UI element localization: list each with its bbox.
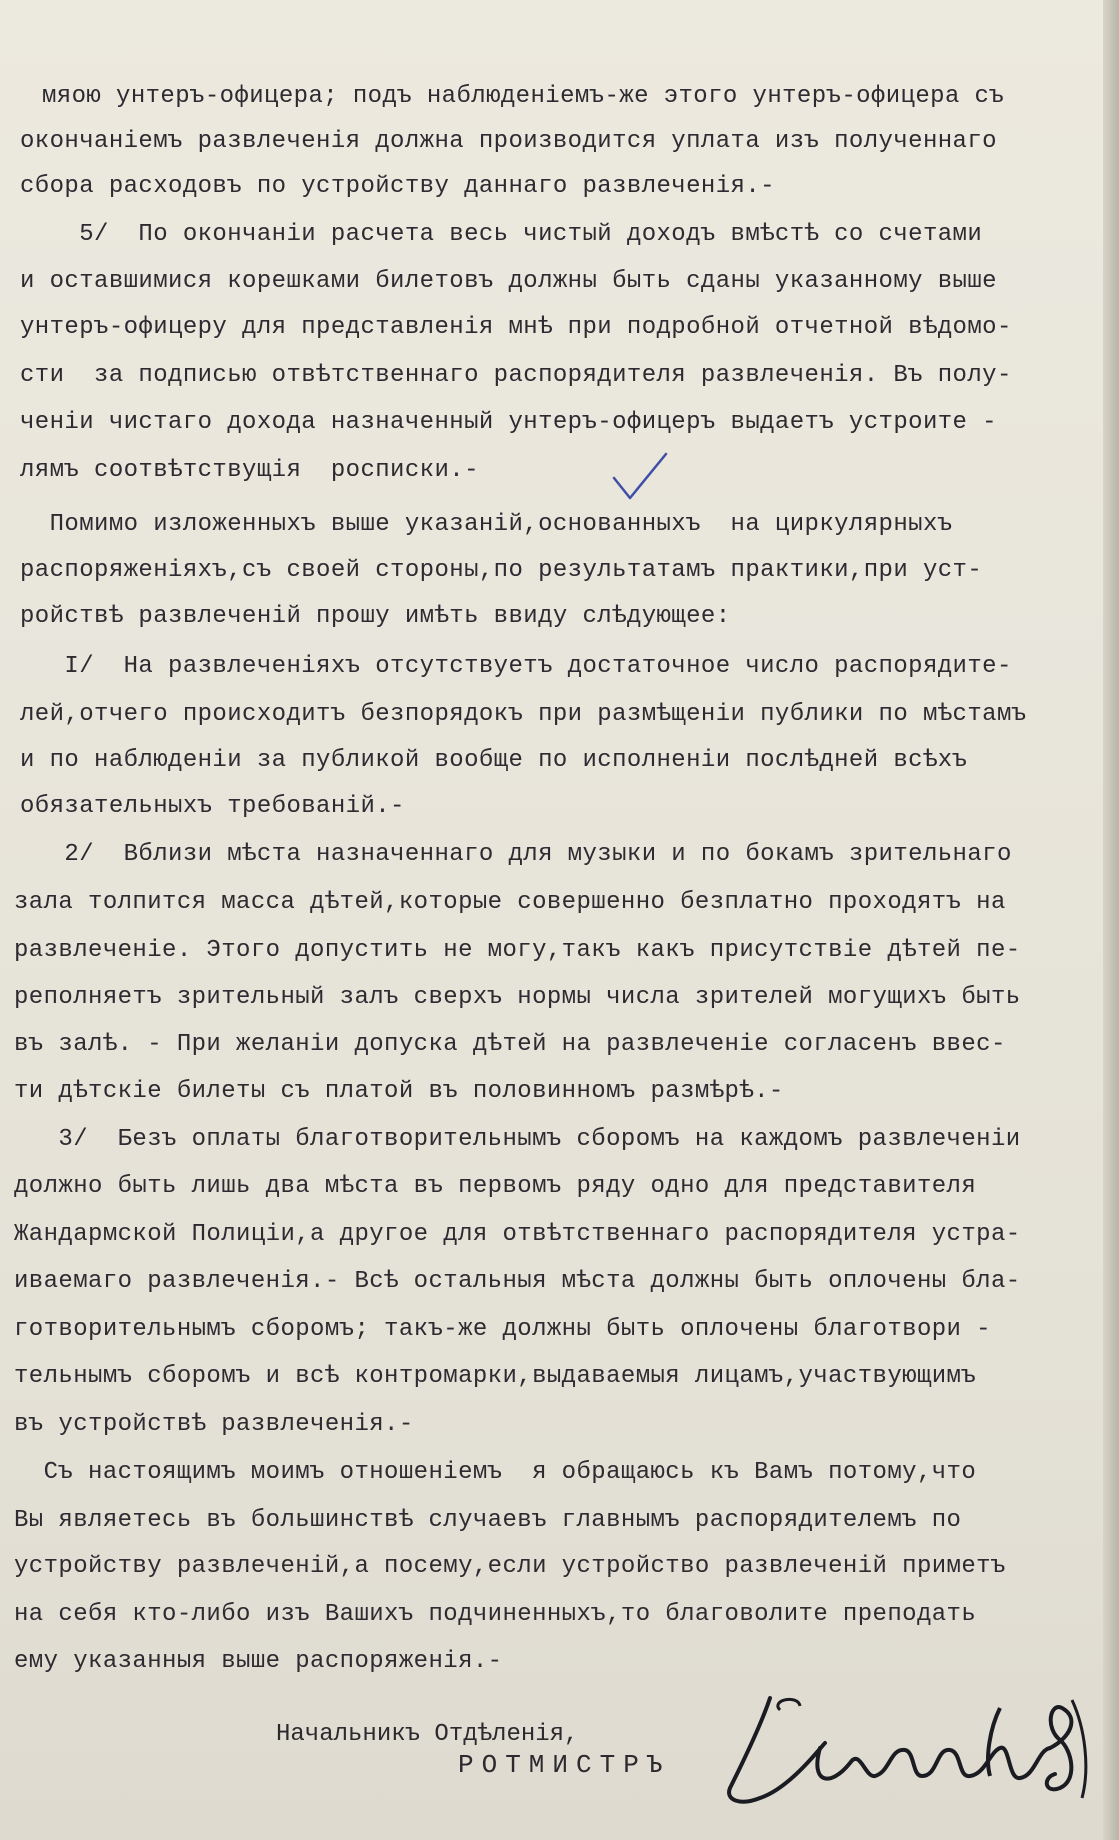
body-line-2: окончаніемъ развлеченія должна производится уплата изъ полученнаго <box>20 128 997 155</box>
body-line-20: реполняетъ зрительный залъ сверхъ нормы числа зрителей могущихъ быть <box>14 984 1021 1011</box>
handwritten-signature <box>700 1688 1100 1818</box>
body-line-19: развлеченіе. Этого допустить не могу,такъ какъ присутствіе дѣтей пе- <box>14 937 1021 964</box>
body-line-9: лямъ соотвѣтствущія росписки.- <box>20 457 479 484</box>
check-mark-icon <box>610 450 670 510</box>
body-line-22: ти дѣтскіе билеты съ платой въ половинномъ размѣрѣ.- <box>14 1078 784 1105</box>
body-line-4: 5/ По окончаніи расчета весь чистый доходъ вмѣстѣ со счетами <box>20 221 983 248</box>
body-line-1: мяою унтеръ-офицера; подъ наблюденіемъ-же этого унтеръ-офицера съ <box>42 83 1005 110</box>
body-line-12: ройствѣ развлеченій прошу имѣть ввиду слѣдующее: <box>20 603 731 630</box>
body-line-7: сти за подписью отвѣтственнаго распорядителя развлеченія. Въ полу- <box>20 362 1012 389</box>
page-edge-shadow <box>1103 0 1119 1840</box>
body-line-31: Вы являетесь въ большинствѣ случаевъ главнымъ распорядителемъ по <box>14 1507 962 1534</box>
body-line-11: распоряженіяхъ,съ своей стороны,по результатамъ практики,при уст- <box>20 557 983 584</box>
body-line-29: въ устройствѣ развлеченія.- <box>14 1411 414 1438</box>
body-line-34: ему указанныя выше распоряженія.- <box>14 1648 503 1675</box>
body-line-8: ченіи чистаго дохода назначенный унтеръ-офицеръ выдаетъ устроите - <box>20 409 997 436</box>
body-line-6: унтеръ-офицеру для представленія мнѣ при подробной отчетной вѣдомо- <box>20 314 1012 341</box>
body-line-3: сбора расходовъ по устройству даннаго развлеченія.- <box>20 173 775 200</box>
body-line-18: зала толпится масса дѣтей,которые совершенно безплатно проходятъ на <box>14 889 1006 916</box>
body-line-21: въ залѣ. - При желаніи допуска дѣтей на развлеченіе согласенъ ввес- <box>14 1031 1006 1058</box>
signature-title: Начальникъ Отдѣленія, <box>276 1721 579 1748</box>
signature-rank: РОТМИСТРЪ <box>458 1750 671 1780</box>
body-line-28: тельнымъ сборомъ и всѣ контромарки,выдаваемыя лицамъ,участвующимъ <box>14 1363 977 1390</box>
body-line-15: и по наблюденіи за публикой вообще по исполненіи послѣдней всѣхъ <box>20 747 968 774</box>
body-line-17: 2/ Вблизи мѣста назначеннаго для музыки и по бокамъ зрительнаго <box>20 841 1012 868</box>
body-line-26: иваемаго развлеченія.- Всѣ остальныя мѣста должны быть оплочены бла- <box>14 1268 1021 1295</box>
body-line-23: 3/ Безъ оплаты благотворительнымъ сборомъ на каждомъ развлеченіи <box>14 1126 1021 1153</box>
body-line-5: и оставшимися корешками билетовъ должны быть сданы указанному выше <box>20 268 997 295</box>
body-line-24: должно быть лишь два мѣста въ первомъ ряду одно для представителя <box>14 1173 977 1200</box>
body-line-16: обязательныхъ требованій.- <box>20 793 405 820</box>
body-line-10: Помимо изложенныхъ выше указаній,основанныхъ на циркулярныхъ <box>20 511 953 538</box>
body-line-32: устройству развлеченій,а посему,если устройство развлеченій приметъ <box>14 1553 1006 1580</box>
body-line-30: Съ настоящимъ моимъ отношеніемъ я обращаюсь къ Вамъ потому,что <box>14 1459 977 1486</box>
body-line-14: лей,отчего происходитъ безпорядокъ при размѣщеніи публики по мѣстамъ <box>20 701 1027 728</box>
body-line-33: на себя кто-либо изъ Вашихъ подчиненныхъ,то благоволите преподать <box>14 1601 977 1628</box>
body-line-25: Жандармской Полиціи,а другое для отвѣтственнаго распорядителя устра- <box>14 1221 1021 1248</box>
body-line-13: I/ На развлеченіяхъ отсутствуетъ достаточное число распорядите- <box>20 653 1012 680</box>
body-line-27: готворительнымъ сборомъ; такъ-же должны быть оплочены благотвори - <box>14 1316 991 1343</box>
